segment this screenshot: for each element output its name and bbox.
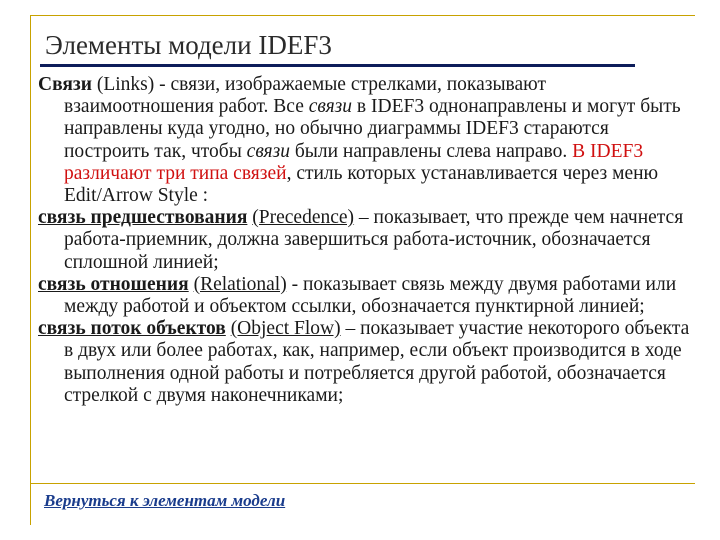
intro-text-3: были направлены слева направо.: [289, 140, 573, 162]
intro-text-4: , стиль которых устанавливается через меню Edit/Arrow Style :: [64, 162, 659, 207]
intro-term: Связи: [38, 74, 92, 95]
intro-paragraph: [38, 74, 698, 207]
item-term-en: (Object Flow): [230, 318, 341, 340]
item-term: связь отношения: [38, 273, 189, 295]
slide-content: [38, 74, 698, 407]
item-description: – показывает, что прежде чем начнется работа-приемник, должна завершиться работа-источник, обозначается сплошной линией;: [64, 207, 684, 273]
intro-em-2: связи: [246, 140, 290, 162]
frame-top-line: [30, 15, 695, 16]
item-term-en: (Relational): [193, 273, 287, 295]
item-description: - показывает связь между двумя работами или между работой и объектом ссылки, обозначается пунктирной линией;: [64, 273, 677, 318]
intro-highlight: В IDEF3 различают три типа связей: [64, 140, 644, 184]
back-to-model-elements-link[interactable]: Вернуться к элементам модели: [44, 491, 286, 510]
frame-bottom-line: [30, 483, 695, 484]
link-type-relational: [38, 274, 698, 318]
slide-title: Элементы модели IDEF3: [45, 30, 332, 60]
intro-term-en: (Links): [91, 74, 155, 95]
title-underline: [40, 64, 635, 67]
link-type-precedence: [38, 207, 698, 274]
item-term: связь предшествования: [38, 207, 248, 229]
intro-text-1: - связи, изображаемые стрелками, показывают взаимоотношения работ. Все: [64, 74, 546, 118]
intro-em-1: связи: [308, 96, 353, 118]
item-description: – показывает участие некоторого объекта в двух или более работах, как, например, если объект производится в ходе выполнения одной работы и потребляется другой работой, обозначается стрелкой с двумя наконечниками;: [64, 318, 690, 406]
item-term-en: (Precedence): [252, 207, 355, 229]
intro-text-2: в IDEF3 однонаправлены и могут быть направлены куда угодно, но обычно диаграммы IDEF3 стараются построить так, чтобы: [64, 96, 681, 162]
link-type-object-flow: [38, 318, 698, 407]
frame-left-line: [30, 15, 31, 525]
item-term: связь поток объектов: [38, 318, 226, 340]
